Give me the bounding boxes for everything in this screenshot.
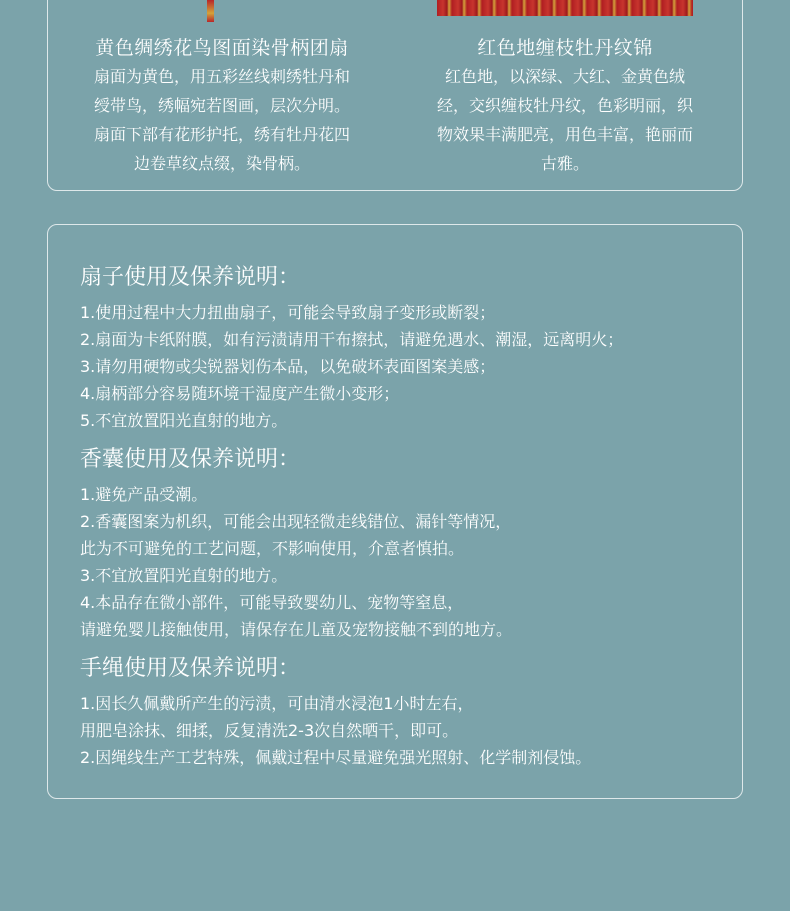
description-line: 边卷草纹点缀，染骨柄。 — [133, 154, 310, 173]
care-line: 3.不宜放置阳光直射的地方。 — [80, 566, 288, 585]
description-line: 红色地，以深绿、大红、金黄色绒 — [444, 67, 685, 86]
bracelet-care-section — [80, 654, 720, 771]
section-title: 扇子使用及保养说明： — [80, 265, 301, 290]
sachet-care-section — [80, 445, 720, 643]
care-line: 2.扇面为卡纸附膜，如有污渍请用干布擦拭，请避免遇水、潮湿，远离明火； — [80, 330, 624, 349]
care-line: 此为不可避免的工艺问题，不影响使用，介意者慎拍。 — [80, 539, 465, 558]
product-description — [410, 62, 720, 178]
description-line: 扇面下部有花形护托，绣有牡丹花四 — [93, 125, 350, 144]
section-title: 手绳使用及保养说明： — [80, 656, 301, 681]
product-caption-brocade — [410, 34, 720, 178]
description-line: 绶带鸟，绣幅宛若图画，层次分明。 — [93, 96, 350, 115]
care-line: 5.不宜放置阳光直射的地方。 — [80, 411, 288, 430]
description-line: 经，交织缠枝牡丹纹，色彩明丽，织 — [436, 96, 693, 115]
care-line: 1.避免产品受潮。 — [80, 485, 208, 504]
care-line: 请避免婴儿接触使用，请保存在儿童及宠物接触不到的地方。 — [80, 620, 513, 639]
care-line: 用肥皂涂抹、细揉，反复清洗2-3次自然晒干，即可。 — [80, 721, 459, 740]
care-line: 1.因长久佩戴所产生的污渍，可由清水浸泡1小时左右， — [80, 694, 474, 713]
product-description — [64, 62, 380, 178]
care-line: 1.使用过程中大力扭曲扇子，可能会导致扇子变形或断裂； — [80, 303, 496, 322]
description-line: 物效果丰满肥亮，用色丰富，艳丽而 — [436, 125, 693, 144]
description-line: 古雅。 — [540, 154, 589, 173]
product-caption-fan — [64, 34, 380, 178]
fan-image-fragment — [207, 0, 214, 22]
fan-care-section — [80, 263, 720, 434]
product-title: 红色地缠枝牡丹纹锦 — [477, 37, 653, 59]
description-line: 扇面为黄色，用五彩丝线刺绣牡丹和 — [93, 67, 350, 86]
care-instructions-panel — [47, 224, 743, 799]
brocade-image-fragment — [437, 0, 693, 16]
care-line: 3.请勿用硬物或尖锐器划伤本品，以免破坏表面图案美感； — [80, 357, 496, 376]
product-title: 黄色绸绣花鸟图面染骨柄团扇 — [95, 37, 349, 59]
care-line: 2.香囊图案为机织，可能会出现轻微走线错位、漏针等情况， — [80, 512, 512, 531]
care-line: 2.因绳线生产工艺特殊，佩戴过程中尽量避免强光照射、化学制剂侵蚀。 — [80, 748, 592, 767]
section-title: 香囊使用及保养说明： — [80, 447, 301, 472]
care-line: 4.扇柄部分容易随环境干湿度产生微小变形； — [80, 384, 400, 403]
care-line: 4.本品存在微小部件，可能导致婴幼儿、宠物等窒息， — [80, 593, 464, 612]
